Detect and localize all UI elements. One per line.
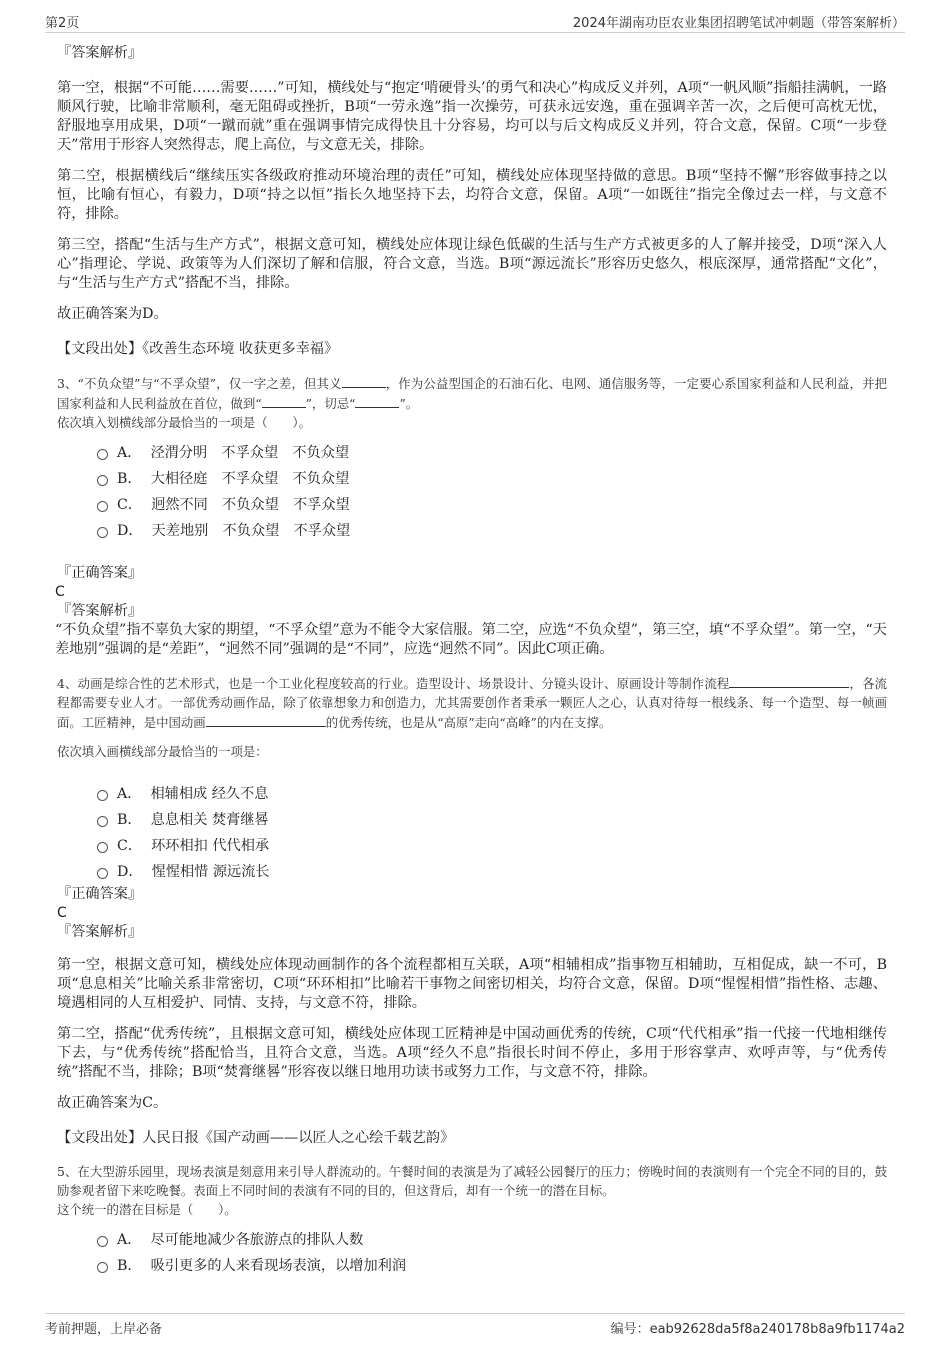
option-a[interactable]: A． 泾渭分明 不孚众望 不负众望 — [97, 440, 887, 466]
question-4-options — [57, 781, 887, 885]
analysis-paragraph: “不负众望”指不辜负大家的期望，“不孚众望”意为不能令大家信服。第二空，应选“不负众望”，第三空，填“不孚众望”。第一空，“天差地别”强调的是“差距”，“迥然不同”强调的是“不同”，应选“迥然不同”。因此C项正确。 — [55, 622, 887, 657]
page-number: 第2页 — [45, 16, 80, 31]
radio-button-icon[interactable] — [97, 790, 108, 801]
radio-button-icon[interactable] — [97, 816, 108, 827]
analysis-label: 『答案解析』 — [57, 924, 143, 940]
blank-line — [729, 673, 849, 688]
document-code: 编号：eab92628da5f8a240178b8a9fb1174a2 — [610, 1322, 905, 1337]
blank-line — [262, 393, 306, 408]
analysis-paragraph-1: 第一空，根据“不可能……需要……”可知，横线处与“抱定‘啃硬骨头’的勇气和决心”构成反义并列，A项“一帆风顺”指船挂满帆，一路顺风行驶，比喻非常顺利，毫无阻碍或挫折，B项“一劳永逸”指一次操劳，可获永远安逸，重在强调辛苦一次，之后便可高枕无忧，舒服地享用成果，D项“一蹴而就”重在强调事情完成得快且十分容易，均可以与后文构成反义并列，符合文意，保留。C项“一步登天”常用于形容人突然得志，爬上高位，与文意无关，排除。 — [57, 80, 887, 153]
question-3-stem: 3、“不负众望”与“不孚众望”，仅一字之差，但其义 ，作为公益型国企的石油石化、电网、通信服务等，一定要心系国家利益和人民利益，并把国家利益和人民利益放在首位，做到“ ”，切忌“ ”。 — [57, 373, 887, 413]
radio-button-icon[interactable] — [97, 449, 108, 460]
question-3-instruction: 依次填入划横线部分最恰当的一项是（ ）。 — [57, 415, 312, 430]
analysis-label: 『答案解析』 — [57, 45, 143, 61]
option-c[interactable]: C． 迥然不同 不负众望 不孚众望 — [97, 492, 887, 518]
correct-answer-label: 『正确答案』 — [57, 565, 143, 581]
question-4-instruction: 依次填入画横线部分最恰当的一项是： — [57, 744, 268, 759]
question-5-instruction: 这个统一的潜在目标是（ ）。 — [57, 1202, 237, 1217]
footer-slogan: 考前押题，上岸必备 — [45, 1322, 163, 1337]
option-d[interactable]: D． 天差地别 不负众望 不孚众望 — [97, 518, 887, 544]
analysis-label: 『答案解析』 — [57, 603, 143, 619]
question-5-options — [57, 1227, 887, 1279]
option-d[interactable]: D． 惺惺相惜 源远流长 — [97, 859, 887, 885]
correct-answer-value: C — [55, 584, 65, 600]
radio-button-icon[interactable] — [97, 868, 108, 879]
radio-button-icon[interactable] — [97, 1262, 108, 1273]
analysis-conclusion: 故正确答案为D。 — [57, 306, 168, 322]
question-4-stem: 4、动画是综合性的艺术形式，也是一个工业化程度较高的行业。造型设计、场景设计、分镜头设计、原画设计等制作流程 ，各流程都需要专业人才。一部优秀动画作品，除了依靠想象力和创造力，尤其需要创作者秉承一颗匠人之心，认真对待每一根线条、每一个造型、每一帧画面。工匠精神，是中国动画 的优秀传统，也是从“高原”走向“高峰”的内在支撑。 — [57, 673, 887, 732]
page-content — [57, 44, 887, 1279]
correct-answer-value: C — [57, 905, 67, 921]
analysis-paragraph-2: 第二空，搭配“优秀传统”，且根据文意可知，横线处应体现工匠精神是中国动画优秀的传统，C项“代代相承”指一代接一代地相继传下去，与“优秀传统”搭配恰当，且符合文意，当选。A项“经久不息”指很长时间不停止，多用于形容掌声、欢呼声等，与“优秀传统”搭配不当，排除；B项“焚膏继晷”形容夜以继日地用功读书或努力工作，与文意不符，排除。 — [57, 1026, 887, 1080]
page-header — [45, 12, 905, 33]
question-3-options — [57, 440, 887, 544]
blank-line — [206, 712, 326, 727]
blank-line — [342, 373, 386, 388]
radio-button-icon[interactable] — [97, 501, 108, 512]
radio-button-icon[interactable] — [97, 842, 108, 853]
radio-button-icon[interactable] — [97, 1236, 108, 1247]
analysis-paragraph-2: 第二空，根据横线后“继续压实各级政府推动环境治理的责任”可知，横线处应体现坚持做的意思。B项“坚持不懈”形容做事持之以恒，比喻有恒心，有毅力，D项“持之以恒”指长久地坚持下去，均符合文意，保留。A项“一如既往”指完全像过去一样，与文意不符，排除。 — [57, 168, 887, 222]
radio-button-icon[interactable] — [97, 527, 108, 538]
text-source: 【文段出处】《改善生态环境 收获更多幸福》 — [57, 341, 339, 357]
text-source: 【文段出处】人民日报《国产动画——以匠人之心绘千载艺韵》 — [57, 1130, 455, 1146]
option-b[interactable]: B． 大相径庭 不孚众望 不负众望 — [97, 466, 887, 492]
analysis-paragraph-1: 第一空，根据文意可知，横线处应体现动画制作的各个流程都相互关联，A项“相辅相成”指事物互相辅助，互相促成，缺一不可，B项“息息相关”比喻关系非常密切，C项“环环相扣”比喻若干事物之间密切相关，均符合文意，保留。D项“惺惺相惜”指性格、志趣、境遇相同的人互相爱护、同情、支持，与文意不符，排除。 — [57, 957, 887, 1011]
question-5-stem: 5、在大型游乐园里，现场表演是刻意用来引导人群流动的。午餐时间的表演是为了减轻公园餐厅的压力；傍晚时间的表演则有一个完全不同的目的，鼓励参观者留下来吃晚餐。表面上不同时间的表演有不同的目的，但这背后，却有一个统一的潜在目标。 — [57, 1164, 887, 1198]
blank-line — [355, 393, 399, 408]
option-a[interactable]: A． 相辅相成 经久不息 — [97, 781, 887, 807]
option-a[interactable]: A． 尽可能地减少各旅游点的排队人数 — [97, 1227, 887, 1253]
analysis-conclusion: 故正确答案为C。 — [57, 1095, 168, 1111]
correct-answer-label: 『正确答案』 — [57, 886, 143, 902]
page-footer — [45, 1313, 905, 1336]
option-b[interactable]: B． 息息相关 焚膏继晷 — [97, 807, 887, 833]
analysis-paragraph-3: 第三空，搭配“生活与生产方式”，根据文意可知，横线处应体现让绿色低碳的生活与生产方式被更多的人了解并接受，D项“深入人心”指理论、学说、政策等为人们深切了解和信服，符合文意，当选。B项“源远流长”形容历史悠久，根底深厚，通常搭配“文化”，与“生活与生产方式”搭配不当，排除。 — [57, 237, 887, 291]
document-title: 2024年湖南功臣农业集团招聘笔试冲刺题（带答案解析） — [572, 16, 905, 31]
option-b[interactable]: B． 吸引更多的人来看现场表演，以增加利润 — [97, 1253, 887, 1279]
option-c[interactable]: C． 环环相扣 代代相承 — [97, 833, 887, 859]
radio-button-icon[interactable] — [97, 475, 108, 486]
